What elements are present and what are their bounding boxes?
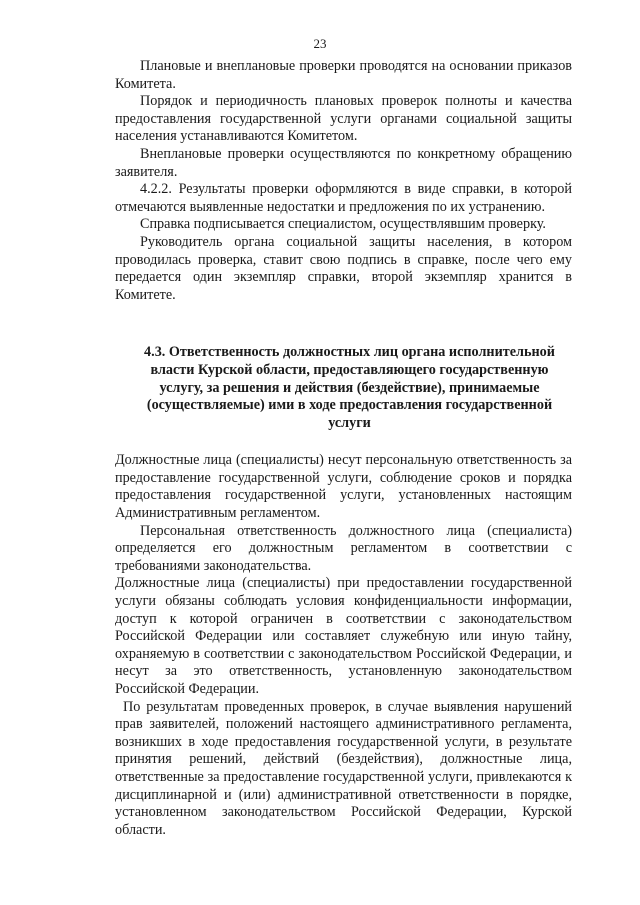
page-content bbox=[115, 58, 572, 839]
paragraph: Внеплановые проверки осуществляются по конкретному обращению заявителя. bbox=[115, 145, 572, 180]
paragraph: По результатам проведенных проверок, в случае выявления нарушений прав заявителей, положений настоящего административного регламента, возникших в ходе предоставления государственной услуги, в результате принятия решений, действий (бездействия), должностные лица, ответственные за предоставление государственной услуги, привлекаются к дисциплинарной и (или) административной ответственности в порядке, установленном законодательством Российской Федерации, Курской области. bbox=[115, 698, 572, 838]
paragraph: Персональная ответственность должностного лица (специалиста) определяется его должностным регламентом в соответствии с требованиями законодательства. bbox=[115, 522, 572, 574]
section-inspections bbox=[115, 58, 572, 304]
section-responsibility bbox=[115, 452, 572, 839]
paragraph: Руководитель органа социальной защиты населения, в котором проводилась проверка, ставит свою подпись в справке, после чего ему передается один экземпляр справки, второй экземпляр хранится в Комитете. bbox=[115, 233, 572, 303]
paragraph: Плановые и внеплановые проверки проводятся на основании приказов Комитета. bbox=[115, 58, 572, 92]
paragraph: Порядок и периодичность плановых проверок полноты и качества предоставления государственной услуги органами социальной защиты населения устанавливаются Комитетом. bbox=[115, 93, 572, 145]
page-number: 23 bbox=[313, 36, 327, 51]
section-heading: 4.3. Ответственность должностных лиц органа исполнительной власти Курской области, предоставляющего государственную услугу, за решения и действия (бездействие), принимаемые (осуществляемые) ими в ходе предоставления государственной услуги bbox=[144, 344, 555, 431]
paragraph: Должностные лица (специалисты) при предоставлении государственной услуги обязаны соблюдать условия конфиденциальности информации, доступ к которой ограничен в соответствии с законодательством Российской Федерации или составляет служебную или иную тайну, охраняемую в соответствии с законодательством Российской Федерации, и несут за это ответственность, установленную законодательством Российской Федерации. bbox=[115, 575, 572, 697]
paragraph: 4.2.2. Результаты проверки оформляются в виде справки, в которой отмечаются выявленные недостатки и предложения по их устранению. bbox=[115, 181, 572, 215]
paragraph: Справка подписывается специалистом, осуществлявшим проверку. bbox=[140, 216, 546, 233]
paragraph: Должностные лица (специалисты) несут персональную ответственность за предоставление государственной услуги, соблюдение сроков и порядка предоставления государственной услуги, установленных настоящим Административным регламентом. bbox=[115, 452, 572, 522]
